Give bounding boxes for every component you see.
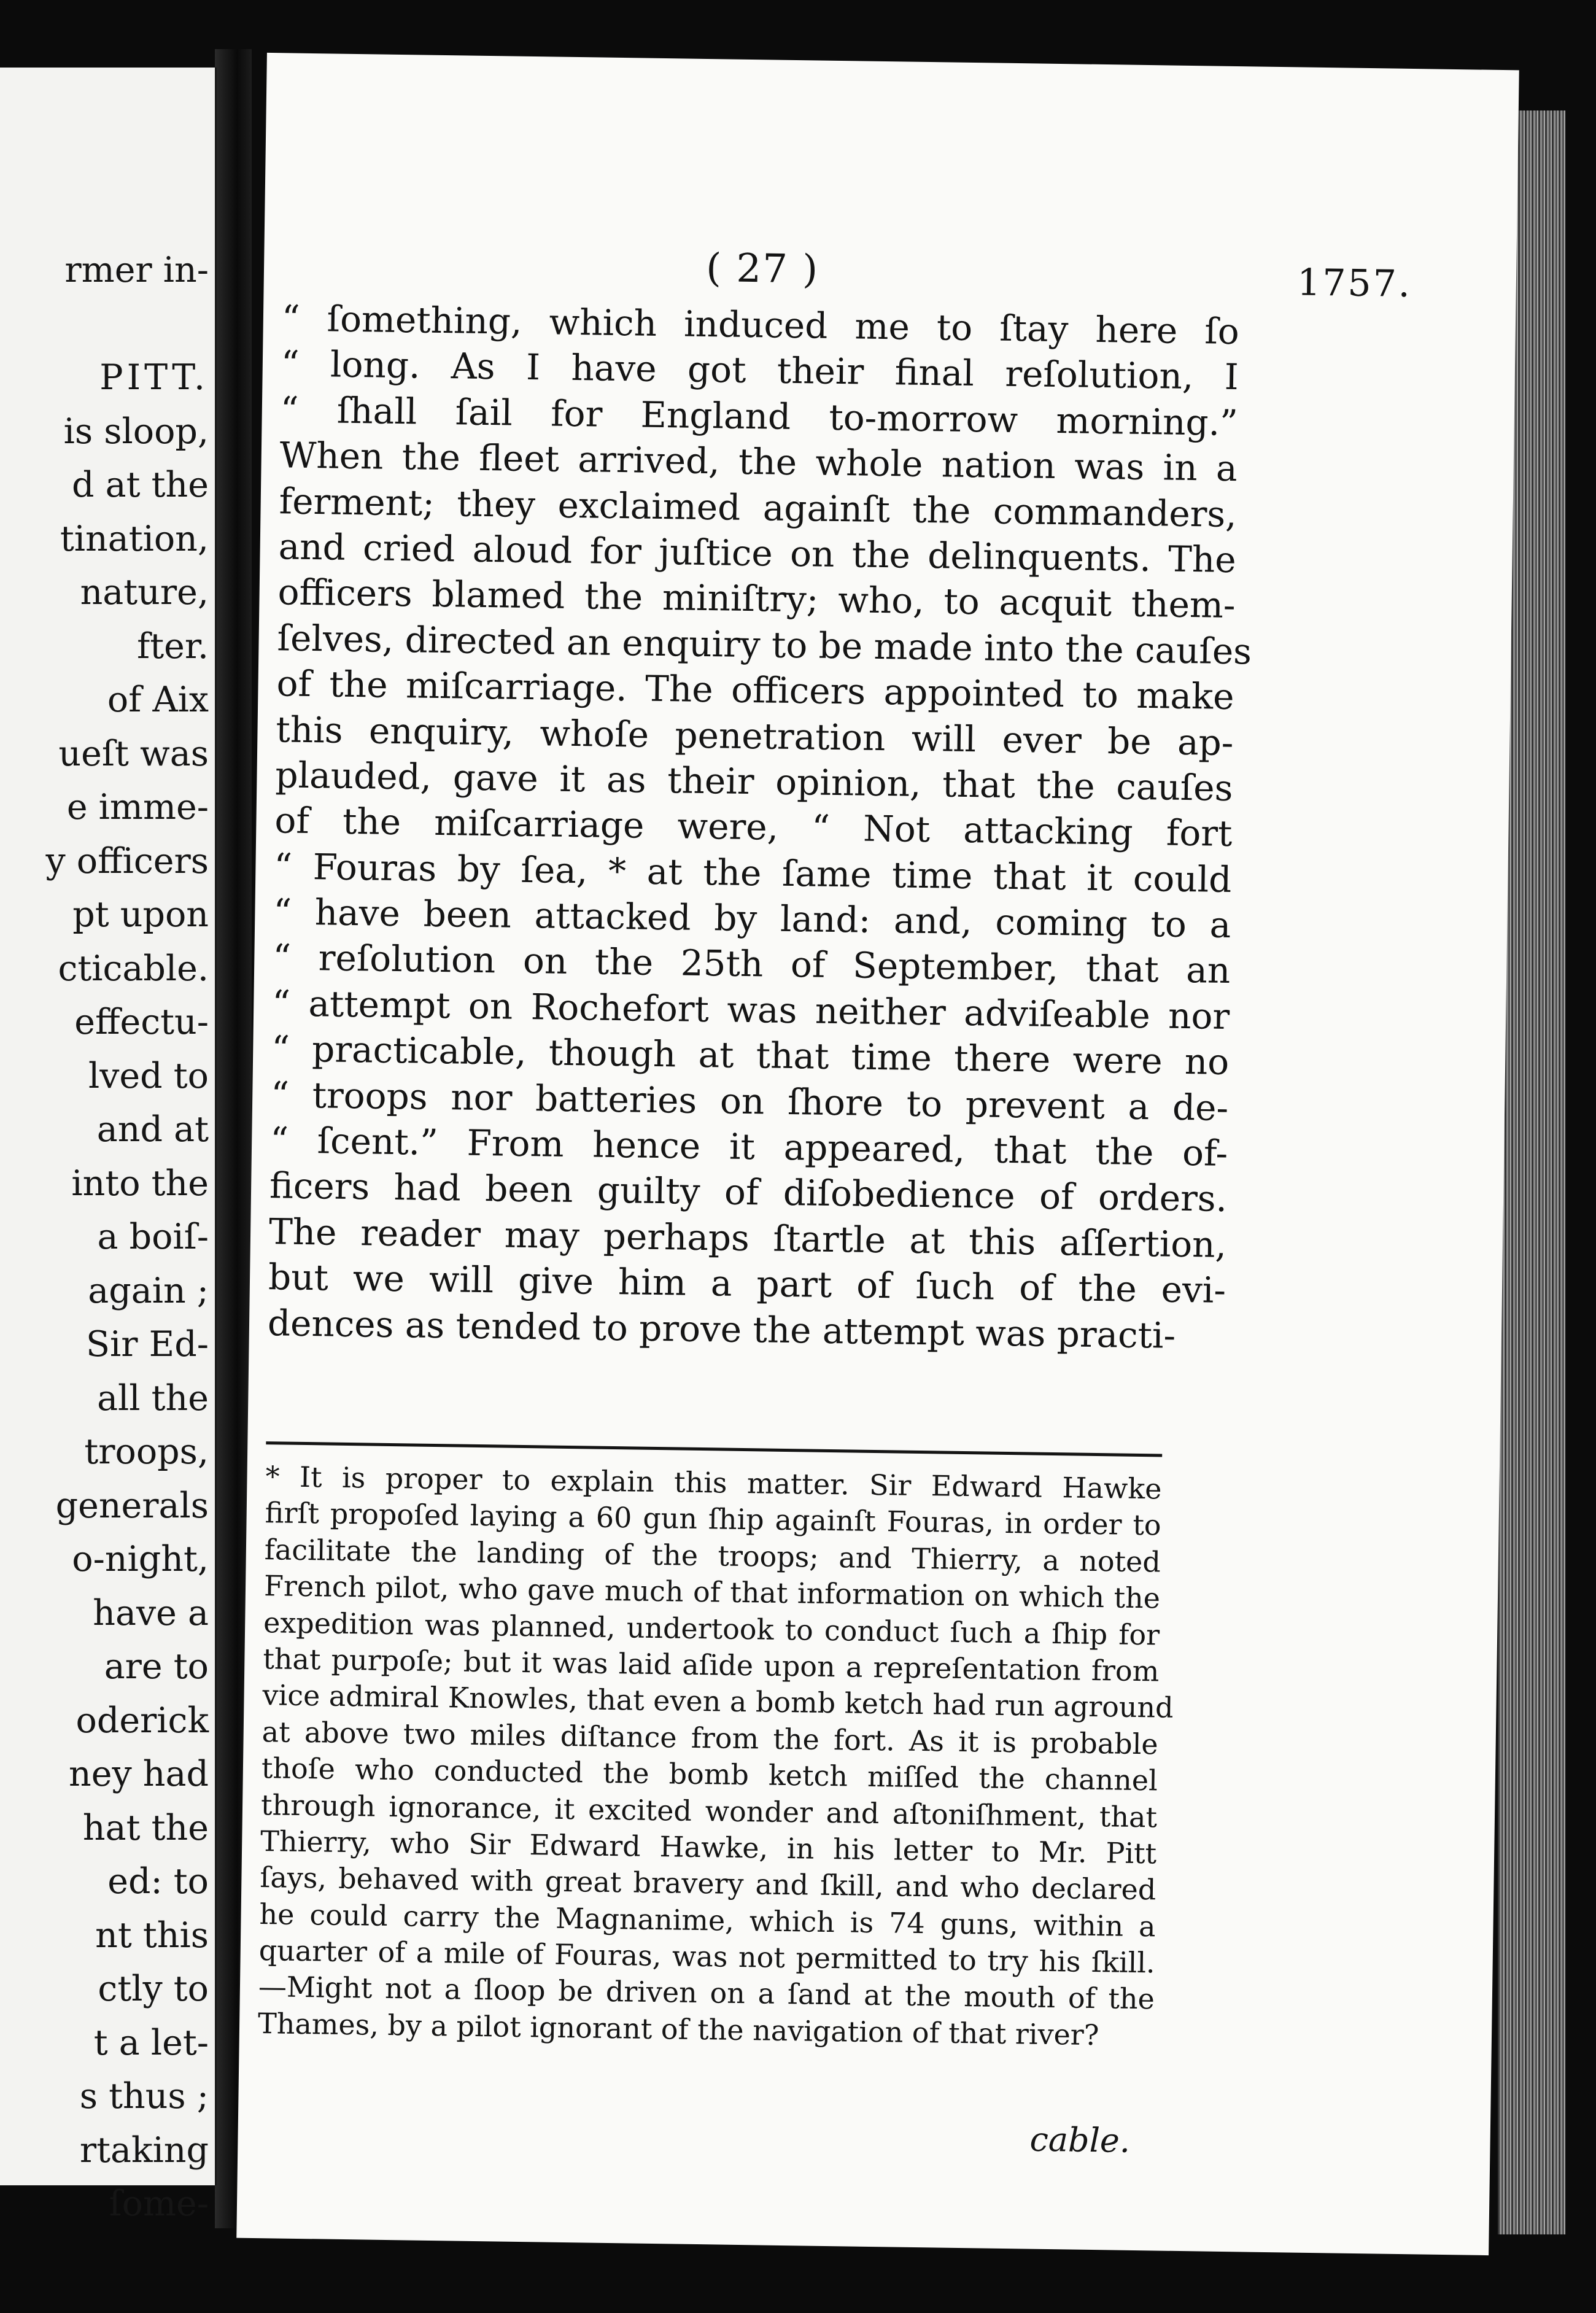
main-text-block — [267, 295, 1252, 1359]
left-page-line: rtaking — [79, 2129, 209, 2171]
left-page-line: ed: to — [107, 1861, 209, 1902]
left-page-line: cticable. — [58, 948, 209, 989]
main-text-line: but we will give him a part of ſuch of the evi- — [268, 1256, 1226, 1312]
footnote-line: thoſe who conducted the bomb ketch miſſed the channel — [261, 1751, 1158, 1797]
left-page-line: are to — [104, 1646, 209, 1687]
catchword: cable. — [1029, 2120, 1131, 2160]
left-page-line: a boiſ- — [97, 1217, 209, 1257]
main-text-line: of the miſcarriage. The officers appointed to make — [276, 662, 1234, 718]
main-text-line: “ reſolution on the 25th of September, that an — [272, 936, 1231, 992]
footnote-line: French pilot, who gave much of that information on which the — [263, 1569, 1161, 1615]
footnote-block — [257, 1459, 1174, 2055]
left-page-line: Sir Ed- — [85, 1324, 209, 1365]
left-page-line: all the — [97, 1377, 209, 1419]
main-text-line: and cried aloud for juſtice on the delinquents. The — [278, 525, 1237, 581]
left-page-line: t a let- — [93, 2022, 209, 2063]
left-page-line: oderick — [76, 1700, 209, 1741]
footnote-line: at above two miles diſtance from the fort. As it is probable — [261, 1714, 1159, 1761]
footnote-line: that purpoſe; but it was laid aſide upon a repreſentation from — [263, 1642, 1160, 1688]
left-page-line: have a — [93, 1592, 209, 1633]
main-text-line: plauded, gave it as their opinion, that the cauſes — [275, 754, 1233, 809]
main-text-line: this enquiry, whoſe penetration will ever be ap- — [276, 708, 1234, 764]
main-text-line: dences as tended to prove the attempt was practi- — [267, 1301, 1176, 1357]
left-page-line: d at the — [72, 465, 209, 505]
main-text-line: The reader may perhaps ſtartle at this aſſertion, — [268, 1210, 1227, 1266]
main-text-line: “ Fouras by ſea, * at the ſame time that it could — [273, 845, 1232, 901]
left-page-line: effectu- — [74, 1002, 209, 1042]
main-text-line: “ have been attacked by land: and, coming to a — [273, 891, 1231, 947]
main-text-line: ſelves, directed an enquiry to be made into the cauſes — [277, 616, 1252, 673]
left-page-line: nt this — [95, 1915, 209, 1956]
footnote-line: facilitate the landing of the troops; and Thierry, a noted — [264, 1532, 1161, 1579]
footnote-line: Thierry, who Sir Edward Hawke, in his letter to Mr. Pitt — [260, 1824, 1157, 1870]
right-page — [236, 53, 1519, 2255]
left-page-line: y officers — [45, 840, 209, 881]
left-page-line: lved to — [88, 1055, 209, 1096]
left-page-line: o-night, — [72, 1539, 209, 1579]
left-page-line: pt upon — [72, 894, 209, 935]
main-text-line: “ long. As I have got their final reſolution, I — [281, 343, 1239, 398]
left-page-line: nature, — [80, 572, 209, 613]
left-page-line: ſome- — [109, 2183, 209, 2224]
main-text-line: “ ſcent.” From hence it appeared, that the of- — [269, 1119, 1228, 1174]
footnote-line: he could carry the Magnanime, which is 74 guns, within a — [259, 1897, 1156, 1943]
page-number: ( 27 ) — [705, 245, 819, 293]
left-page-line: fter. — [137, 626, 209, 667]
left-page-line: rmer in- — [64, 250, 209, 290]
left-page-line: of Aix — [107, 680, 209, 720]
left-page-line: into the — [71, 1163, 209, 1204]
left-page-line: hat the — [82, 1807, 209, 1848]
left-page-line: ueſt was — [58, 733, 209, 774]
main-text-line: “ practicable, though at that time there were no — [271, 1028, 1230, 1083]
footnote-line: Thames, by a pilot ignorant of the navigation of that river? — [257, 2006, 1099, 2052]
left-page-line: ctly to — [98, 1969, 209, 2009]
left-page-line: ney had — [69, 1754, 209, 1794]
main-text-line: ferment; they exclaimed againſt the commanders, — [279, 479, 1238, 535]
footnote-line: quarter of a mile of Fouras, was not permitted to try his ſkill. — [258, 1934, 1156, 1980]
left-page-line: generals — [55, 1485, 209, 1526]
running-year: 1757. — [1296, 261, 1412, 306]
left-page-line: s thus ; — [79, 2076, 209, 2117]
footnote-line: * It is proper to explain this matter. Sir Edward Hawke — [265, 1460, 1162, 1506]
footnote-rule — [266, 1441, 1162, 1457]
footnote-line: through ignorance, it excited wonder and aſtoniſhment, that — [260, 1788, 1158, 1834]
left-page-line: tination, — [60, 518, 209, 559]
left-page-line: troops, — [84, 1432, 209, 1472]
footnote-line: expedition was planned, undertook to conduct ſuch a ſhip for — [263, 1605, 1160, 1652]
main-text-line: “ ſhall ſail for England to-morrow morning.” — [280, 389, 1239, 444]
footnote-line: firſt propoſed laying a 60 gun ſhip againſt Fouras, in order to — [265, 1496, 1161, 1542]
left-page — [0, 68, 217, 2224]
left-page-line: and at — [96, 1109, 209, 1150]
main-text-line: “ attempt on Rochefort was neither adviſeable nor — [271, 982, 1230, 1037]
footnote-line: vice admiral Knowles, that even a bomb ketch had run aground — [262, 1678, 1174, 1725]
footnote-line: ſays, behaved with great bravery and ſkill, and who declared — [260, 1861, 1156, 1907]
main-text-line: officers blamed the miniſtry; who, to acquit them- — [277, 571, 1236, 627]
left-page-line: is sloop, — [63, 411, 209, 452]
footnote-line: —Might not a ſloop be driven on a ſand at the mouth of the — [258, 1970, 1155, 2016]
main-text-line: When the fleet arrived, the whole nation was in a — [279, 434, 1238, 490]
running-header — [264, 243, 1412, 306]
main-text-line: ficers had been guilty of diſobedience of orders. — [269, 1164, 1228, 1220]
main-text-line: “ troops nor batteries on ſhore to prevent a de- — [270, 1073, 1229, 1129]
left-page-line: PITT. — [99, 357, 209, 398]
main-text-line: “ ſomething, which induced me to ſtay here ſo — [281, 297, 1240, 353]
main-text-line: of the miſcarriage were, “ Not attacking fort — [274, 799, 1233, 855]
left-page-line: e imme- — [66, 787, 209, 827]
left-page-line: again ; — [88, 1270, 209, 1311]
